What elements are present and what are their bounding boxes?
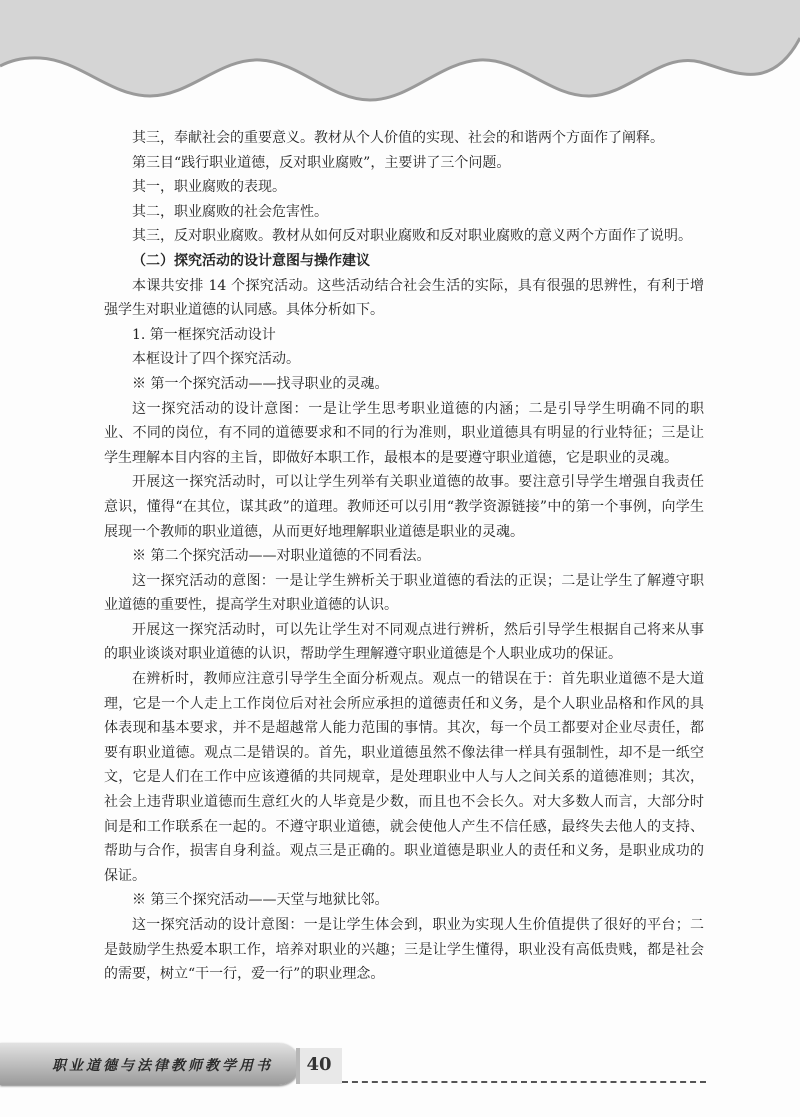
subsection-title: 1. 第一框探究活动设计 xyxy=(132,326,276,343)
paragraph: 本课共安排 14 个探究活动。这些活动结合社会生活的实际，具有很强的思辨性，有利于增强学生对职业道德的认同感。具体分析如下。 xyxy=(104,277,704,319)
paragraph: 开展这一探究活动时，可以让学生列举有关职业道德的故事。要注意引导学生增强自我责任意识，懂得“在其位，谋其政”的道理。教师还可以引用“教学资源链接”中的第一个事例，向学生展现一个教师的职业道德，从而更好地理解职业道德是职业的灵魂。 xyxy=(104,474,704,540)
activity-title: ※ 第二个探究活动——对职业道德的不同看法。 xyxy=(132,548,431,565)
paragraph: 其三，奉献社会的重要意义。教材从个人价值的实现、社会的和谐两个方面作了阐释。 xyxy=(132,130,664,146)
paragraph: 其三，反对职业腐败。教材从如何反对职业腐败和反对职业腐败的意义两个方面作了说明。 xyxy=(132,228,692,245)
decorative-wave-header xyxy=(0,0,800,130)
activity-title: ※ 第三个探究活动——天堂与地狱比邻。 xyxy=(132,892,389,909)
book-title: 职业道德与法律教师教学用书 xyxy=(52,1058,273,1074)
paragraph: 这一探究活动的设计意图：一是让学生思考职业道德的内涵；二是引导学生明确不同的职业、不同的岗位，有不同的道德要求和不同的行为准则，职业道德具有明显的行业特征；三是让学生理解本目内容的主旨，即做好本职工作，最根本的是要遵守职业道德，它是职业的灵魂。 xyxy=(104,400,704,466)
paragraph: 其一，职业腐败的表现。 xyxy=(132,179,286,196)
page-body-text xyxy=(104,126,704,987)
paragraph: 其二，职业腐败的社会危害性。 xyxy=(132,203,328,220)
paragraph: 在辨析时，教师应注意引导学生全面分析观点。观点一的错误在于：首先职业道德不是大道理，它是一个人走上工作岗位后对社会所应承担的道德责任和义务，是个人职业品格和作风的具体表现和基本要求，并不是超越常人能力范围的事情。其次，每一个员工都要对企业尽责任，都要有职业道德。观点二是错误的。首先，职业道德虽然不像法律一样具有强制性，却不是一纸空文，它是人们在工作中应该遵循的共同规章，是处理职业中人与人之间关系的道德准则；其次，社会上违背职业道德而生意红火的人毕竟是少数，而且也不会长久。对大多数人而言，大部分时间是和工作联系在一起的。不遵守职业道德，就会使他人产生不信任感，最终失去他人的支持、帮助与合作，损害自身利益。观点三是正确的。职业道德是职业人的责任和义务，是职业成功的保证。 xyxy=(104,671,704,884)
paragraph: 开展这一探究活动时，可以先让学生对不同观点进行辨析，然后引导学生根据自己将来从事的职业谈谈对职业道德的认识，帮助学生理解遵守职业道德是个人职业成功的保证。 xyxy=(104,621,704,663)
paragraph: 这一探究活动的设计意图：一是让学生体会到，职业为实现人生价值提供了很好的平台；二是鼓励学生热爱本职工作，培养对职业的兴趣；三是让学生懂得，职业没有高低贵贱，都是社会的需要，树立“干一行，爱一行”的职业理念。 xyxy=(104,917,704,983)
paragraph: 本框设计了四个探究活动。 xyxy=(132,351,300,368)
paragraph: 第三目“践行职业道德，反对职业腐败”，主要讲了三个问题。 xyxy=(132,154,511,171)
activity-title: ※ 第一个探究活动——找寻职业的灵魂。 xyxy=(132,375,389,392)
paragraph: 这一探究活动的意图：一是让学生辨析关于职业道德的看法的正误；二是让学生了解遵守职业道德的重要性，提高学生对职业道德的认识。 xyxy=(104,572,704,614)
section-heading: （二）探究活动的设计意图与操作建议 xyxy=(132,252,370,269)
footer-dashed-rule xyxy=(342,1081,706,1083)
page-number: 40 xyxy=(306,1054,332,1075)
